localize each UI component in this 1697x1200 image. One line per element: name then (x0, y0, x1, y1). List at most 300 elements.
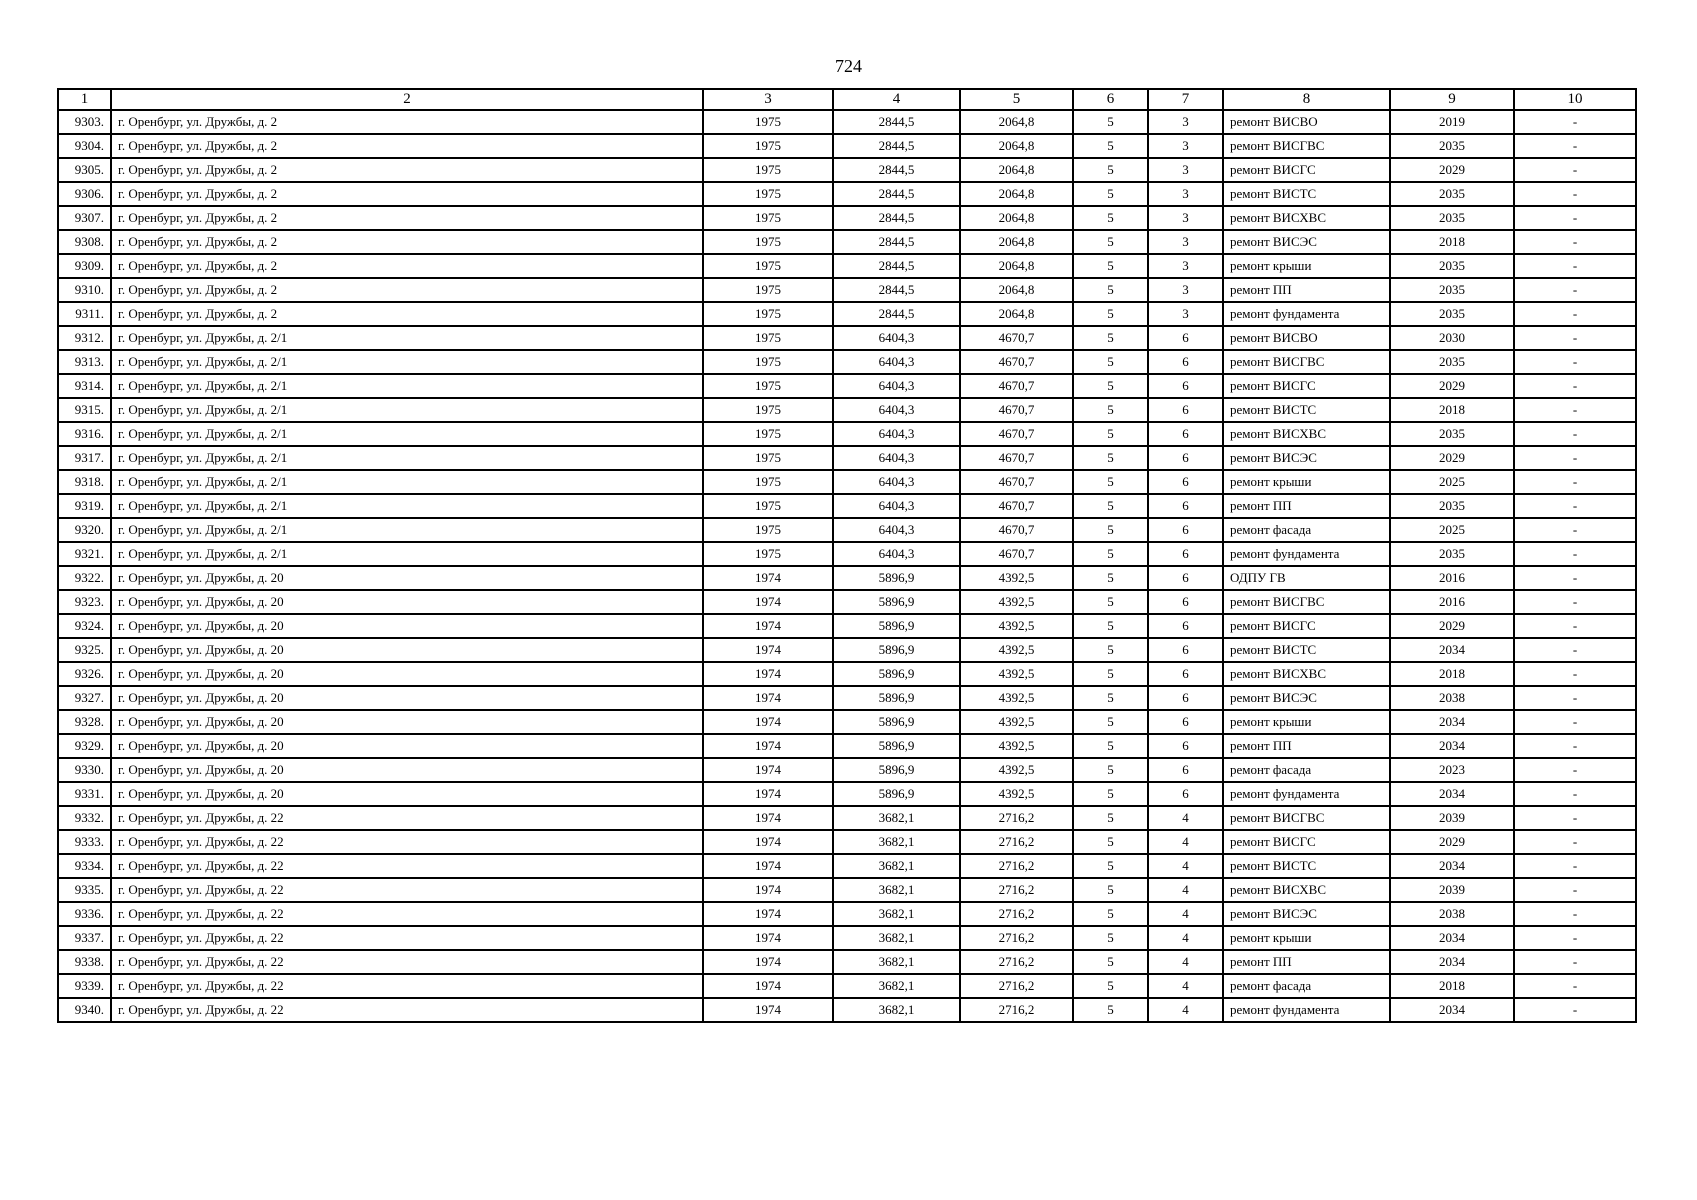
floors-cell: 5 (1073, 686, 1148, 710)
planned-year-cell: 2018 (1390, 662, 1514, 686)
total-area-cell: 5896,9 (833, 782, 960, 806)
living-area-cell: 4392,5 (960, 782, 1073, 806)
total-area-cell: 6404,3 (833, 350, 960, 374)
planned-year-cell: 2035 (1390, 542, 1514, 566)
total-area-cell: 2844,5 (833, 230, 960, 254)
build-year-cell: 1974 (703, 902, 833, 926)
table-row (58, 614, 1636, 638)
floors-cell: 5 (1073, 878, 1148, 902)
table-row (58, 926, 1636, 950)
living-area-cell: 2064,8 (960, 278, 1073, 302)
row-number: 9326. (58, 662, 111, 686)
note-cell: - (1514, 422, 1636, 446)
entrances-cell: 6 (1148, 638, 1223, 662)
work-type-cell: ремонт ВИСХВС (1223, 878, 1390, 902)
total-area-cell: 2844,5 (833, 134, 960, 158)
header-col-address: 2 (111, 89, 703, 110)
work-type-cell: ремонт крыши (1223, 254, 1390, 278)
build-year-cell: 1975 (703, 422, 833, 446)
address-cell: г. Оренбург, ул. Дружбы, д. 2/1 (111, 542, 703, 566)
table-row (58, 398, 1636, 422)
table-row (58, 326, 1636, 350)
living-area-cell: 4670,7 (960, 374, 1073, 398)
build-year-cell: 1974 (703, 638, 833, 662)
work-type-cell: ремонт фундамента (1223, 542, 1390, 566)
header-col-total-area: 4 (833, 89, 960, 110)
work-type-cell: ремонт ВИСГВС (1223, 590, 1390, 614)
planned-year-cell: 2035 (1390, 182, 1514, 206)
header-row (58, 89, 1636, 110)
table-row (58, 902, 1636, 926)
table-row (58, 878, 1636, 902)
build-year-cell: 1974 (703, 662, 833, 686)
living-area-cell: 2716,2 (960, 926, 1073, 950)
build-year-cell: 1974 (703, 878, 833, 902)
floors-cell: 5 (1073, 518, 1148, 542)
table-row (58, 830, 1636, 854)
build-year-cell: 1975 (703, 302, 833, 326)
total-area-cell: 3682,1 (833, 974, 960, 998)
build-year-cell: 1975 (703, 542, 833, 566)
entrances-cell: 4 (1148, 806, 1223, 830)
total-area-cell: 6404,3 (833, 374, 960, 398)
total-area-cell: 2844,5 (833, 206, 960, 230)
page-number: 724 (835, 56, 862, 76)
address-cell: г. Оренбург, ул. Дружбы, д. 20 (111, 686, 703, 710)
living-area-cell: 2064,8 (960, 230, 1073, 254)
total-area-cell: 6404,3 (833, 518, 960, 542)
planned-year-cell: 2018 (1390, 398, 1514, 422)
build-year-cell: 1974 (703, 854, 833, 878)
floors-cell: 5 (1073, 350, 1148, 374)
note-cell: - (1514, 518, 1636, 542)
row-number: 9327. (58, 686, 111, 710)
row-number: 9312. (58, 326, 111, 350)
row-number: 9315. (58, 398, 111, 422)
planned-year-cell: 2023 (1390, 758, 1514, 782)
floors-cell: 5 (1073, 734, 1148, 758)
total-area-cell: 2844,5 (833, 110, 960, 134)
planned-year-cell: 2030 (1390, 326, 1514, 350)
table-row (58, 566, 1636, 590)
living-area-cell: 4670,7 (960, 470, 1073, 494)
planned-year-cell: 2034 (1390, 854, 1514, 878)
build-year-cell: 1974 (703, 806, 833, 830)
work-type-cell: ремонт фундамента (1223, 998, 1390, 1022)
address-cell: г. Оренбург, ул. Дружбы, д. 2 (111, 158, 703, 182)
build-year-cell: 1975 (703, 254, 833, 278)
note-cell: - (1514, 158, 1636, 182)
total-area-cell: 5896,9 (833, 662, 960, 686)
planned-year-cell: 2019 (1390, 110, 1514, 134)
header-col-planned-year: 9 (1390, 89, 1514, 110)
address-cell: г. Оренбург, ул. Дружбы, д. 22 (111, 830, 703, 854)
table-row (58, 998, 1636, 1022)
work-type-cell: ОДПУ ГВ (1223, 566, 1390, 590)
total-area-cell: 3682,1 (833, 854, 960, 878)
row-number: 9339. (58, 974, 111, 998)
living-area-cell: 2716,2 (960, 806, 1073, 830)
row-number: 9335. (58, 878, 111, 902)
header-col-floors: 6 (1073, 89, 1148, 110)
table-row (58, 686, 1636, 710)
entrances-cell: 6 (1148, 686, 1223, 710)
floors-cell: 5 (1073, 590, 1148, 614)
planned-year-cell: 2034 (1390, 734, 1514, 758)
planned-year-cell: 2034 (1390, 782, 1514, 806)
header-col-living-area: 5 (960, 89, 1073, 110)
address-cell: г. Оренбург, ул. Дружбы, д. 22 (111, 854, 703, 878)
entrances-cell: 6 (1148, 734, 1223, 758)
floors-cell: 5 (1073, 158, 1148, 182)
build-year-cell: 1975 (703, 230, 833, 254)
table-row (58, 302, 1636, 326)
note-cell: - (1514, 878, 1636, 902)
table-row (58, 734, 1636, 758)
address-cell: г. Оренбург, ул. Дружбы, д. 2 (111, 302, 703, 326)
planned-year-cell: 2035 (1390, 254, 1514, 278)
address-cell: г. Оренбург, ул. Дружбы, д. 2 (111, 110, 703, 134)
floors-cell: 5 (1073, 638, 1148, 662)
table-row (58, 854, 1636, 878)
note-cell: - (1514, 254, 1636, 278)
row-number: 9337. (58, 926, 111, 950)
floors-cell: 5 (1073, 206, 1148, 230)
row-number: 9314. (58, 374, 111, 398)
build-year-cell: 1974 (703, 686, 833, 710)
living-area-cell: 4392,5 (960, 638, 1073, 662)
floors-cell: 5 (1073, 470, 1148, 494)
total-area-cell: 6404,3 (833, 446, 960, 470)
entrances-cell: 6 (1148, 494, 1223, 518)
entrances-cell: 6 (1148, 470, 1223, 494)
total-area-cell: 5896,9 (833, 686, 960, 710)
header-col-year: 3 (703, 89, 833, 110)
row-number: 9304. (58, 134, 111, 158)
note-cell: - (1514, 710, 1636, 734)
entrances-cell: 3 (1148, 230, 1223, 254)
total-area-cell: 6404,3 (833, 470, 960, 494)
table-row (58, 254, 1636, 278)
total-area-cell: 6404,3 (833, 542, 960, 566)
table-row (58, 422, 1636, 446)
row-number: 9306. (58, 182, 111, 206)
entrances-cell: 3 (1148, 134, 1223, 158)
header-col-number: 1 (58, 89, 111, 110)
planned-year-cell: 2035 (1390, 134, 1514, 158)
build-year-cell: 1975 (703, 398, 833, 422)
floors-cell: 5 (1073, 422, 1148, 446)
entrances-cell: 4 (1148, 998, 1223, 1022)
planned-year-cell: 2034 (1390, 710, 1514, 734)
floors-cell: 5 (1073, 398, 1148, 422)
floors-cell: 5 (1073, 662, 1148, 686)
note-cell: - (1514, 326, 1636, 350)
floors-cell: 5 (1073, 278, 1148, 302)
planned-year-cell: 2035 (1390, 494, 1514, 518)
row-number: 9308. (58, 230, 111, 254)
build-year-cell: 1974 (703, 974, 833, 998)
row-number: 9313. (58, 350, 111, 374)
work-type-cell: ремонт ВИСХВС (1223, 206, 1390, 230)
work-type-cell: ремонт ВИСЭС (1223, 230, 1390, 254)
work-type-cell: ремонт ВИСЭС (1223, 686, 1390, 710)
floors-cell: 5 (1073, 110, 1148, 134)
note-cell: - (1514, 134, 1636, 158)
table-row (58, 158, 1636, 182)
address-cell: г. Оренбург, ул. Дружбы, д. 20 (111, 758, 703, 782)
row-number: 9323. (58, 590, 111, 614)
note-cell: - (1514, 974, 1636, 998)
address-cell: г. Оренбург, ул. Дружбы, д. 20 (111, 638, 703, 662)
planned-year-cell: 2029 (1390, 446, 1514, 470)
entrances-cell: 4 (1148, 926, 1223, 950)
build-year-cell: 1974 (703, 926, 833, 950)
address-cell: г. Оренбург, ул. Дружбы, д. 20 (111, 662, 703, 686)
note-cell: - (1514, 662, 1636, 686)
floors-cell: 5 (1073, 254, 1148, 278)
row-number: 9321. (58, 542, 111, 566)
table-row (58, 446, 1636, 470)
table-row (58, 518, 1636, 542)
address-cell: г. Оренбург, ул. Дружбы, д. 2 (111, 206, 703, 230)
table-row (58, 806, 1636, 830)
planned-year-cell: 2035 (1390, 302, 1514, 326)
note-cell: - (1514, 830, 1636, 854)
entrances-cell: 6 (1148, 710, 1223, 734)
planned-year-cell: 2034 (1390, 998, 1514, 1022)
work-type-cell: ремонт ВИСХВС (1223, 662, 1390, 686)
address-cell: г. Оренбург, ул. Дружбы, д. 22 (111, 926, 703, 950)
work-type-cell: ремонт ПП (1223, 278, 1390, 302)
living-area-cell: 4392,5 (960, 590, 1073, 614)
floors-cell: 5 (1073, 710, 1148, 734)
table-row (58, 662, 1636, 686)
work-type-cell: ремонт ВИСЭС (1223, 902, 1390, 926)
build-year-cell: 1974 (703, 566, 833, 590)
work-type-cell: ремонт ПП (1223, 950, 1390, 974)
note-cell: - (1514, 374, 1636, 398)
entrances-cell: 4 (1148, 854, 1223, 878)
work-type-cell: ремонт ВИСГС (1223, 158, 1390, 182)
floors-cell: 5 (1073, 926, 1148, 950)
work-type-cell: ремонт ВИСТС (1223, 182, 1390, 206)
address-cell: г. Оренбург, ул. Дружбы, д. 20 (111, 566, 703, 590)
living-area-cell: 4392,5 (960, 734, 1073, 758)
planned-year-cell: 2039 (1390, 878, 1514, 902)
address-cell: г. Оренбург, ул. Дружбы, д. 2 (111, 182, 703, 206)
entrances-cell: 3 (1148, 254, 1223, 278)
note-cell: - (1514, 110, 1636, 134)
work-type-cell: ремонт фасада (1223, 518, 1390, 542)
table-row (58, 350, 1636, 374)
table-row (58, 758, 1636, 782)
entrances-cell: 3 (1148, 206, 1223, 230)
planned-year-cell: 2034 (1390, 950, 1514, 974)
build-year-cell: 1974 (703, 734, 833, 758)
build-year-cell: 1975 (703, 350, 833, 374)
build-year-cell: 1975 (703, 494, 833, 518)
address-cell: г. Оренбург, ул. Дружбы, д. 20 (111, 782, 703, 806)
total-area-cell: 6404,3 (833, 494, 960, 518)
living-area-cell: 4670,7 (960, 422, 1073, 446)
table-row (58, 182, 1636, 206)
living-area-cell: 4670,7 (960, 446, 1073, 470)
build-year-cell: 1975 (703, 518, 833, 542)
work-type-cell: ремонт ВИСГС (1223, 374, 1390, 398)
entrances-cell: 6 (1148, 422, 1223, 446)
floors-cell: 5 (1073, 182, 1148, 206)
address-cell: г. Оренбург, ул. Дружбы, д. 20 (111, 734, 703, 758)
note-cell: - (1514, 230, 1636, 254)
entrances-cell: 4 (1148, 902, 1223, 926)
entrances-cell: 6 (1148, 590, 1223, 614)
row-number: 9324. (58, 614, 111, 638)
build-year-cell: 1975 (703, 278, 833, 302)
floors-cell: 5 (1073, 950, 1148, 974)
entrances-cell: 6 (1148, 374, 1223, 398)
address-cell: г. Оренбург, ул. Дружбы, д. 20 (111, 590, 703, 614)
floors-cell: 5 (1073, 326, 1148, 350)
build-year-cell: 1975 (703, 206, 833, 230)
note-cell: - (1514, 470, 1636, 494)
living-area-cell: 4670,7 (960, 398, 1073, 422)
header-col-note: 10 (1514, 89, 1636, 110)
living-area-cell: 4670,7 (960, 542, 1073, 566)
row-number: 9309. (58, 254, 111, 278)
build-year-cell: 1975 (703, 374, 833, 398)
work-type-cell: ремонт ВИСЭС (1223, 446, 1390, 470)
table-row (58, 542, 1636, 566)
build-year-cell: 1974 (703, 758, 833, 782)
note-cell: - (1514, 182, 1636, 206)
table-row (58, 710, 1636, 734)
total-area-cell: 3682,1 (833, 902, 960, 926)
living-area-cell: 4392,5 (960, 566, 1073, 590)
floors-cell: 5 (1073, 542, 1148, 566)
planned-year-cell: 2029 (1390, 614, 1514, 638)
living-area-cell: 2064,8 (960, 254, 1073, 278)
row-number: 9311. (58, 302, 111, 326)
note-cell: - (1514, 398, 1636, 422)
address-cell: г. Оренбург, ул. Дружбы, д. 22 (111, 878, 703, 902)
floors-cell: 5 (1073, 854, 1148, 878)
table-row (58, 470, 1636, 494)
living-area-cell: 2064,8 (960, 302, 1073, 326)
floors-cell: 5 (1073, 494, 1148, 518)
row-number: 9331. (58, 782, 111, 806)
address-cell: г. Оренбург, ул. Дружбы, д. 20 (111, 710, 703, 734)
total-area-cell: 5896,9 (833, 590, 960, 614)
total-area-cell: 5896,9 (833, 614, 960, 638)
build-year-cell: 1974 (703, 614, 833, 638)
planned-year-cell: 2018 (1390, 974, 1514, 998)
entrances-cell: 3 (1148, 278, 1223, 302)
total-area-cell: 2844,5 (833, 278, 960, 302)
living-area-cell: 2716,2 (960, 950, 1073, 974)
living-area-cell: 4392,5 (960, 662, 1073, 686)
work-type-cell: ремонт ВИСГВС (1223, 806, 1390, 830)
address-cell: г. Оренбург, ул. Дружбы, д. 22 (111, 998, 703, 1022)
total-area-cell: 6404,3 (833, 398, 960, 422)
living-area-cell: 4392,5 (960, 758, 1073, 782)
row-number: 9333. (58, 830, 111, 854)
work-type-cell: ремонт ВИСГС (1223, 830, 1390, 854)
note-cell: - (1514, 350, 1636, 374)
address-cell: г. Оренбург, ул. Дружбы, д. 22 (111, 806, 703, 830)
work-type-cell: ремонт ВИСТС (1223, 854, 1390, 878)
planned-year-cell: 2038 (1390, 686, 1514, 710)
address-cell: г. Оренбург, ул. Дружбы, д. 2 (111, 254, 703, 278)
living-area-cell: 4392,5 (960, 614, 1073, 638)
planned-year-cell: 2038 (1390, 902, 1514, 926)
planned-year-cell: 2034 (1390, 926, 1514, 950)
row-number: 9332. (58, 806, 111, 830)
header-col-work-type: 8 (1223, 89, 1390, 110)
entrances-cell: 4 (1148, 878, 1223, 902)
note-cell: - (1514, 998, 1636, 1022)
row-number: 9318. (58, 470, 111, 494)
entrances-cell: 6 (1148, 758, 1223, 782)
entrances-cell: 6 (1148, 446, 1223, 470)
work-type-cell: ремонт ВИСТС (1223, 398, 1390, 422)
row-number: 9319. (58, 494, 111, 518)
living-area-cell: 4392,5 (960, 710, 1073, 734)
note-cell: - (1514, 902, 1636, 926)
build-year-cell: 1975 (703, 470, 833, 494)
entrances-cell: 6 (1148, 566, 1223, 590)
build-year-cell: 1974 (703, 782, 833, 806)
note-cell: - (1514, 302, 1636, 326)
living-area-cell: 2716,2 (960, 974, 1073, 998)
total-area-cell: 3682,1 (833, 878, 960, 902)
address-cell: г. Оренбург, ул. Дружбы, д. 20 (111, 614, 703, 638)
living-area-cell: 2064,8 (960, 182, 1073, 206)
total-area-cell: 2844,5 (833, 182, 960, 206)
entrances-cell: 6 (1148, 518, 1223, 542)
table-body (58, 110, 1636, 1022)
note-cell: - (1514, 278, 1636, 302)
address-cell: г. Оренбург, ул. Дружбы, д. 2 (111, 278, 703, 302)
build-year-cell: 1975 (703, 326, 833, 350)
planned-year-cell: 2035 (1390, 278, 1514, 302)
note-cell: - (1514, 206, 1636, 230)
entrances-cell: 3 (1148, 182, 1223, 206)
note-cell: - (1514, 758, 1636, 782)
total-area-cell: 2844,5 (833, 302, 960, 326)
note-cell: - (1514, 638, 1636, 662)
total-area-cell: 5896,9 (833, 710, 960, 734)
total-area-cell: 3682,1 (833, 926, 960, 950)
address-cell: г. Оренбург, ул. Дружбы, д. 2/1 (111, 446, 703, 470)
floors-cell: 5 (1073, 446, 1148, 470)
planned-year-cell: 2034 (1390, 638, 1514, 662)
entrances-cell: 6 (1148, 350, 1223, 374)
total-area-cell: 5896,9 (833, 734, 960, 758)
planned-year-cell: 2025 (1390, 470, 1514, 494)
planned-year-cell: 2035 (1390, 422, 1514, 446)
planned-year-cell: 2035 (1390, 350, 1514, 374)
floors-cell: 5 (1073, 374, 1148, 398)
floors-cell: 5 (1073, 566, 1148, 590)
row-number: 9330. (58, 758, 111, 782)
work-type-cell: ремонт ВИСХВС (1223, 422, 1390, 446)
entrances-cell: 3 (1148, 110, 1223, 134)
row-number: 9307. (58, 206, 111, 230)
total-area-cell: 3682,1 (833, 950, 960, 974)
entrances-cell: 3 (1148, 158, 1223, 182)
planned-year-cell: 2029 (1390, 830, 1514, 854)
